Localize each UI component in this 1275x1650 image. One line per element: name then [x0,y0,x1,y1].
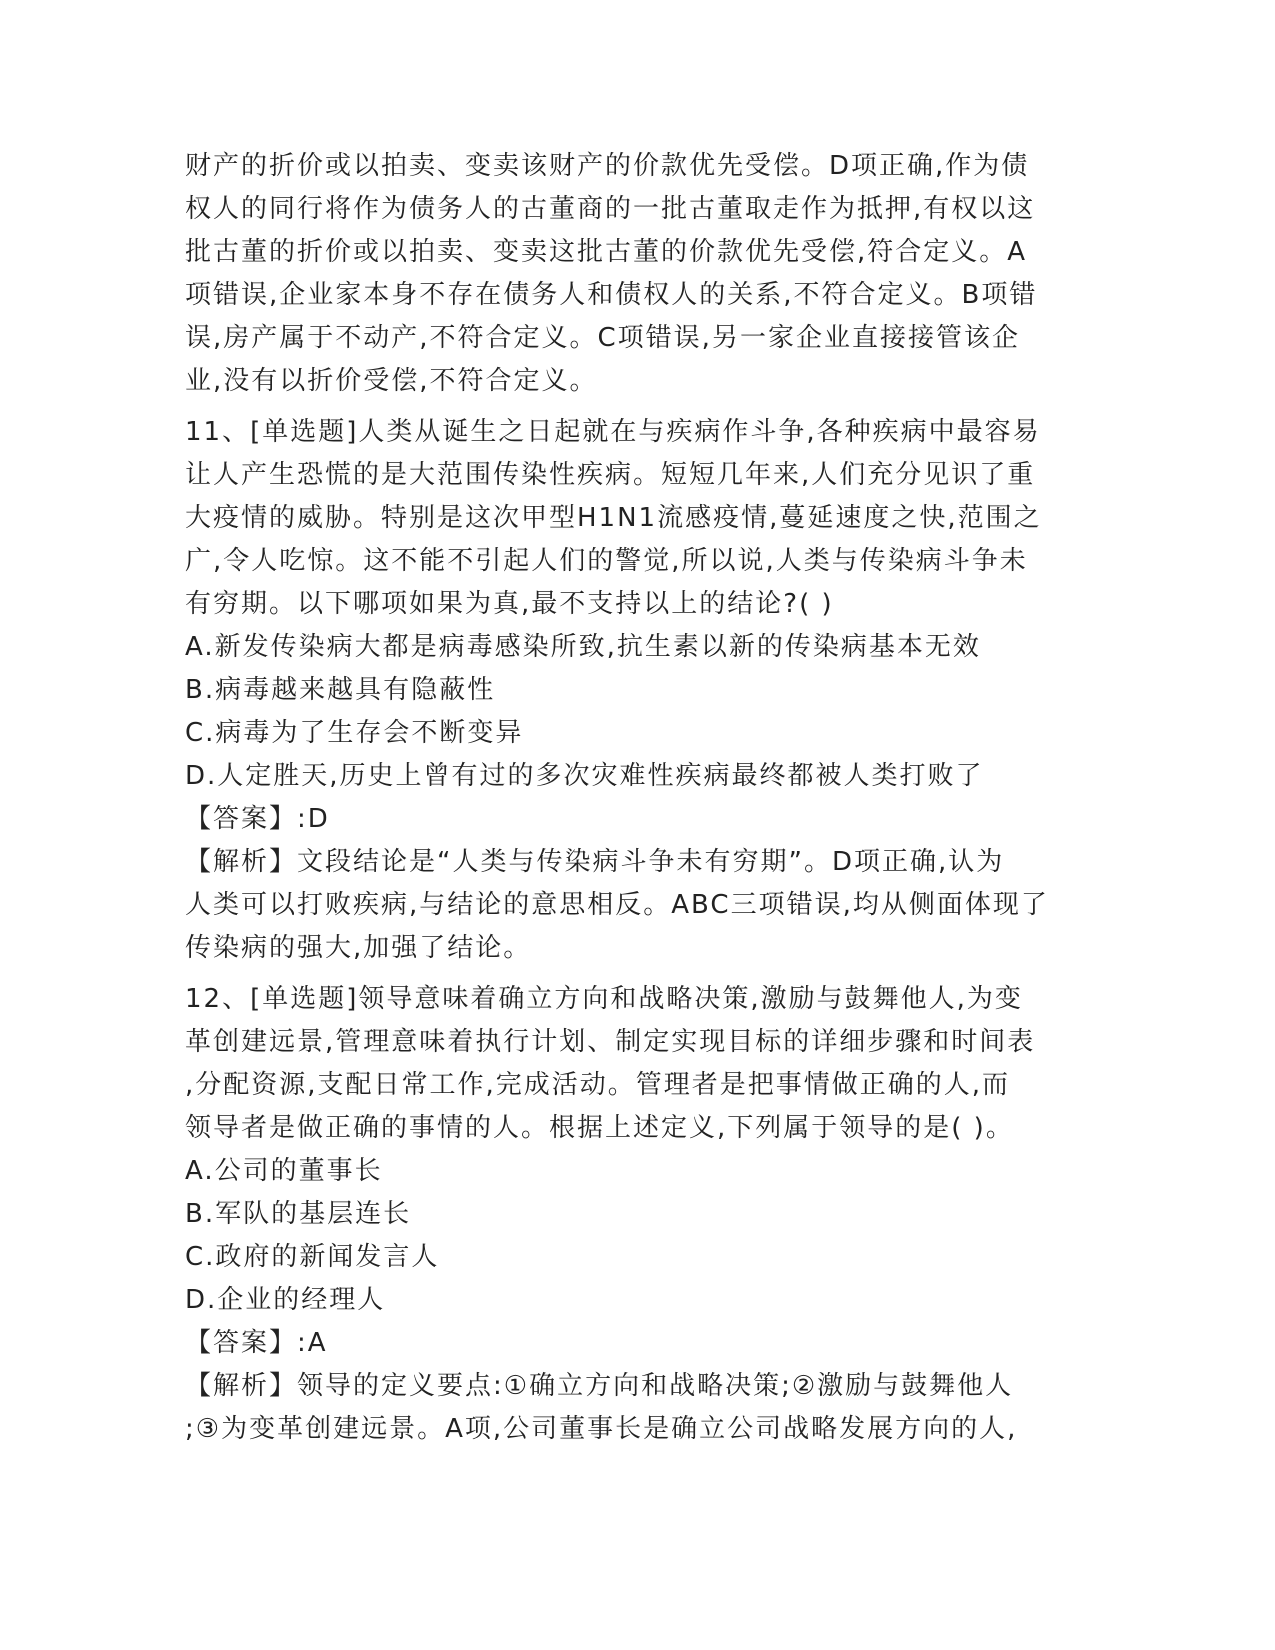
question-11 [185,411,1085,970]
text-line: 误,房产属于不动产,不符合定义。C项错误,另一家企业直接接管该企 [185,323,1020,353]
document-page [185,145,1085,1451]
option-d: D.人定胜天,历史上曾有过的多次灾难性疾病最终都被人类打败了 [185,761,984,791]
option-a: A.新发传染病大都是病毒感染所致,抗生素以新的传染病基本无效 [185,632,981,662]
text-line: 【解析】领导的定义要点:①确立方向和战略决策;②激励与鼓舞他人 [185,1371,1014,1401]
question-12 [185,978,1085,1451]
text-line: ;③为变革创建远景。A项,公司董事长是确立公司战略发展方向的人, [185,1414,1018,1444]
text-line: 让人产生恐慌的是大范围传染性疾病。短短几年来,人们充分见识了重 [185,460,1036,490]
analysis [185,1365,1085,1451]
text-line: 业,没有以折价受偿,不符合定义。 [185,366,598,396]
text-line: 有穷期。以下哪项如果为真,最不支持以上的结论?( ) [185,589,834,619]
analysis [185,841,1085,970]
text-line: 【解析】文段结论是“人类与传染病斗争未有穷期”。D项正确,认为 [185,847,1005,877]
option-c: C.政府的新闻发言人 [185,1242,440,1272]
text-line: 大疫情的威胁。特别是这次甲型H1N1流感疫情,蔓延速度之快,范围之 [185,503,1042,533]
text-line: 12、[单选题]领导意味着确立方向和战略决策,激励与鼓舞他人,为变 [185,984,1023,1014]
text-line: 人类可以打败疾病,与结论的意思相反。ABC三项错误,均从侧面体现了 [185,890,1049,920]
text-line: 项错误,企业家本身不存在债务人和债权人的关系,不符合定义。B项错 [185,280,1038,310]
question-stem [185,978,1085,1150]
option-c: C.病毒为了生存会不断变异 [185,718,524,748]
text-line: 权人的同行将作为债务人的古董商的一批古董取走作为抵押,有权以这 [185,194,1036,224]
option-d: D.企业的经理人 [185,1285,386,1315]
answer: 【答案】:A [185,1328,328,1358]
option-b: B.军队的基层连长 [185,1199,412,1229]
option-a: A.公司的董事长 [185,1156,383,1186]
previous-analysis-continuation [185,145,1085,403]
text-line: 批古董的折价或以拍卖、变卖这批古董的价款优先受偿,符合定义。A [185,237,1028,267]
option-b: B.病毒越来越具有隐蔽性 [185,675,496,705]
text-line: 传染病的强大,加强了结论。 [185,933,532,963]
text-line: 11、[单选题]人类从诞生之日起就在与疾病作斗争,各种疾病中最容易 [185,417,1041,447]
text-line: 财产的折价或以拍卖、变卖该财产的价款优先受偿。D项正确,作为债 [185,151,1030,181]
answer: 【答案】:D [185,804,330,834]
text-line: 革创建远景,管理意味着执行计划、制定实现目标的详细步骤和时间表 [185,1027,1036,1057]
text-line: 广,令人吃惊。这不能不引起人们的警觉,所以说,人类与传染病斗争未 [185,546,1028,576]
text-line: 领导者是做正确的事情的人。根据上述定义,下列属于领导的是( )。 [185,1113,1014,1143]
text-line: ,分配资源,支配日常工作,完成活动。管理者是把事情做正确的人,而 [185,1070,1011,1100]
question-stem [185,411,1085,626]
